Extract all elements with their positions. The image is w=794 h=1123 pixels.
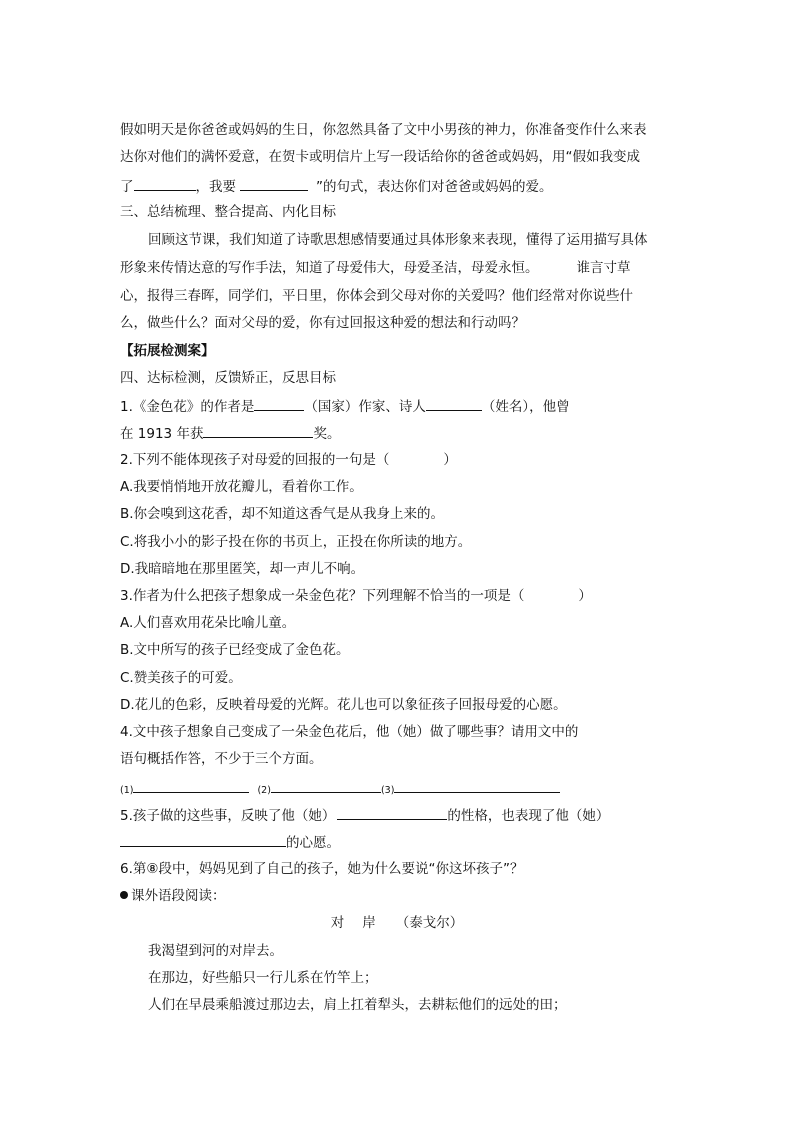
question-3-option-b: B.文中所写的孩子已经变成了金色花。 — [120, 642, 350, 658]
question-2-option-a: A.我要悄悄地开放花瓣儿，看着你工作。 — [120, 479, 363, 495]
section-3-heading: 三、总结梳理、整合提高、内化目标 — [120, 204, 336, 220]
section-3-para-line-2: 形象来传情达意的写作手法，知道了母爱伟大，母爱圣洁，母爱永恒。 谁言寸草 — [120, 260, 631, 276]
blank-line[interactable] — [271, 778, 381, 793]
intro-line-2: 达你对他们的满怀爱意，在贺卡或明信片上写一段话给你的爸爸或妈妈，用“假如我变成 — [120, 149, 640, 165]
question-4-line-2: 语句概括作答，不少于三个方面。 — [120, 751, 323, 767]
tuozhan-heading: 【拓展检测案】 — [120, 343, 215, 359]
section-4-heading: 四、达标检测，反馈矫正，反思目标 — [120, 370, 336, 386]
question-2-stem: 2.下列不能体现孩子对母爱的回报的一句是（ ） — [120, 452, 457, 468]
blank-line[interactable] — [134, 176, 196, 191]
blank-line[interactable] — [240, 176, 308, 191]
bullet-icon — [120, 891, 128, 899]
intro-line-3: 了 ，我要 ”的句式，表达你们对爸爸或妈妈的爱。 — [120, 176, 553, 196]
question-3-option-c: C.赞美孩子的可爱。 — [120, 670, 242, 686]
question-2-option-c: C.将我小小的影子投在你的书页上，正投在你所读的地方。 — [120, 534, 472, 550]
reading-label: 课外语段阅读： — [120, 887, 226, 905]
blank-line[interactable] — [133, 778, 249, 793]
blank-line[interactable] — [120, 832, 286, 847]
question-5-line-2: 的心愿。 — [120, 832, 340, 852]
question-3-option-d: D.花儿的色彩，反映着母爱的光辉。花儿也可以象征孩子回报母爱的心愿。 — [120, 697, 567, 713]
section-3-para-line-1: 回顾这节课，我们知道了诗歌思想感情要通过具体形象来表现，懂得了运用描写具体 — [148, 232, 648, 248]
section-3-para-line-3: 心，报得三春晖，同学们，平日里，你体会到父母对你的关爱吗？他们经常对你说些什 — [120, 288, 633, 304]
reading-para-1: 我渴望到河的对岸去。 — [148, 943, 283, 959]
blank-line[interactable] — [426, 396, 482, 411]
blank-line[interactable] — [254, 396, 304, 411]
blank-line[interactable] — [337, 805, 447, 820]
question-3-option-a: A.人们喜欢用花朵比喻儿童。 — [120, 615, 296, 631]
reading-para-3: 人们在早晨乘船渡过那边去，肩上扛着犁头，去耕耘他们的远处的田； — [148, 997, 567, 1013]
intro-line-1: 假如明天是你爸爸或妈妈的生日，你忽然具备了文中小男孩的神力，你准备变作什么来表 — [120, 122, 647, 138]
question-6: 6.第⑧段中，妈妈见到了自己的孩子，她为什么要说“你这坏孩子”？ — [120, 861, 524, 877]
section-3-para-line-4: 么，做些什么？面对父母的爱，你有过回报这种爱的想法和行动吗？ — [120, 315, 525, 331]
question-2-option-d: D.我暗暗地在那里匿笑，却一声儿不响。 — [120, 561, 365, 577]
question-5-line-1: 5.孩子做的这些事，反映了他（她） 的性格，也表现了他（她） — [120, 805, 609, 825]
reading-para-2: 在那边，好些船只一行儿系在竹竿上； — [148, 970, 378, 986]
blank-line[interactable] — [394, 778, 560, 793]
reading-title: 对岸 （泰戈尔） — [330, 915, 464, 931]
question-4-line-1: 4.文中孩子想象自己变成了一朵金色花后，他（她）做了哪些事？请用文中的 — [120, 724, 579, 740]
question-1-line-1: 1.《金色花》的作者是 （国家）作家、诗人 （姓名），他曾 — [120, 396, 570, 416]
blank-line[interactable] — [203, 423, 313, 438]
question-1-line-2: 在 1913 年获 奖。 — [120, 423, 340, 443]
question-2-option-b: B.你会嗅到这花香，却不知道这香气是从我身上来的。 — [120, 506, 445, 522]
question-3-stem: 3.作者为什么把孩子想象成一朵金色花？下列理解不恰当的一项是（ ） — [120, 588, 592, 604]
question-4-answer-line: (1) (2) (3) — [120, 778, 560, 800]
